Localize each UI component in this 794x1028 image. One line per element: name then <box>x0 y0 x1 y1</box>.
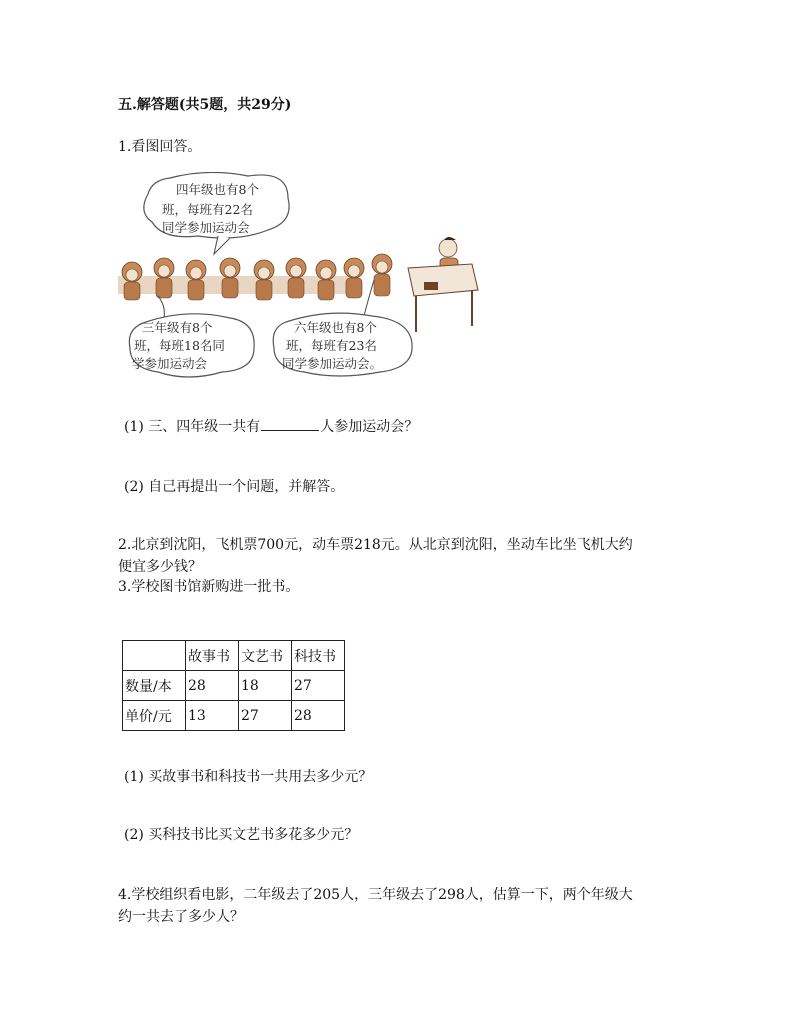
answer-blank[interactable] <box>261 416 319 431</box>
question-2-line-1: 2.北京到沈阳，飞机票700元，动车票218元。从北京到沈阳，坐动车比坐飞机大约 <box>118 537 633 553</box>
table-cell: 28 <box>292 701 345 731</box>
speech-bubble-left <box>129 296 254 377</box>
table-row <box>123 671 345 701</box>
question-2-line-2: 便宜多少钱？ <box>118 559 202 575</box>
children-group <box>118 254 392 300</box>
section-title: 五.解答题(共5题，共29分) <box>118 97 292 113</box>
table-header-cell <box>123 641 186 671</box>
table-cell: 数量/本 <box>123 671 186 701</box>
bubble-top-line-3: 同学参加运动会 <box>162 220 250 235</box>
table-cell: 27 <box>292 671 345 701</box>
question-4-line-1: 4.学校组织看电影，二年级去了205人，三年级去了298人，估算一下，两个年级大 <box>118 887 633 903</box>
bubble-top-line-1: 四年级也有8个 <box>176 182 259 197</box>
table-cell: 27 <box>239 701 292 731</box>
bubble-left-line-3: 学参加运动会 <box>132 356 208 371</box>
books-table <box>122 640 345 731</box>
question-3-sub-2: (2) 买科技书比买文艺书多花多少元？ <box>124 827 359 843</box>
question-4-line-2: 约一共去了多少人？ <box>118 909 244 925</box>
question-1-sub-1-suffix: 人参加运动会？ <box>320 419 419 435</box>
question-3-title: 3.学校图书馆新购进一批书。 <box>118 579 300 595</box>
table-cell: 28 <box>186 671 239 701</box>
teacher-desk <box>408 237 478 332</box>
table-row <box>123 701 345 731</box>
bubble-top-line-2: 班，每班有22名 <box>162 202 253 217</box>
question-2 <box>118 534 633 578</box>
speech-bubble-top <box>144 172 289 254</box>
question-1-sub-1-prefix: (1) 三、四年级一共有 <box>124 419 261 435</box>
question-1-title: 1.看图回答。 <box>118 139 202 155</box>
table-cell: 单价/元 <box>123 701 186 731</box>
question-4 <box>118 884 633 928</box>
table-header-cell: 文艺书 <box>239 641 292 671</box>
question-3-sub-1: (1) 买故事书和科技书一共用去多少元？ <box>124 769 373 785</box>
bubble-right-line-2: 班，每班有23名 <box>286 338 377 353</box>
table-header-cell: 故事书 <box>186 641 239 671</box>
bubble-left-line-2: 班，每班18名同 <box>134 338 225 353</box>
sports-meeting-illustration <box>118 172 480 380</box>
question-1-sub-1 <box>124 416 418 438</box>
table-cell: 13 <box>186 701 239 731</box>
table-cell: 18 <box>239 671 292 701</box>
bubble-left-line-1: 三年级有8个 <box>142 320 213 335</box>
question-1-sub-2: (2) 自己再提出一个问题，并解答。 <box>124 479 345 495</box>
table-header-cell: 科技书 <box>292 641 345 671</box>
bubble-right-line-3: 同学参加运动会。 <box>282 356 383 371</box>
table-header-row <box>123 641 345 671</box>
bubble-right-line-1: 六年级也有8个 <box>294 320 377 335</box>
